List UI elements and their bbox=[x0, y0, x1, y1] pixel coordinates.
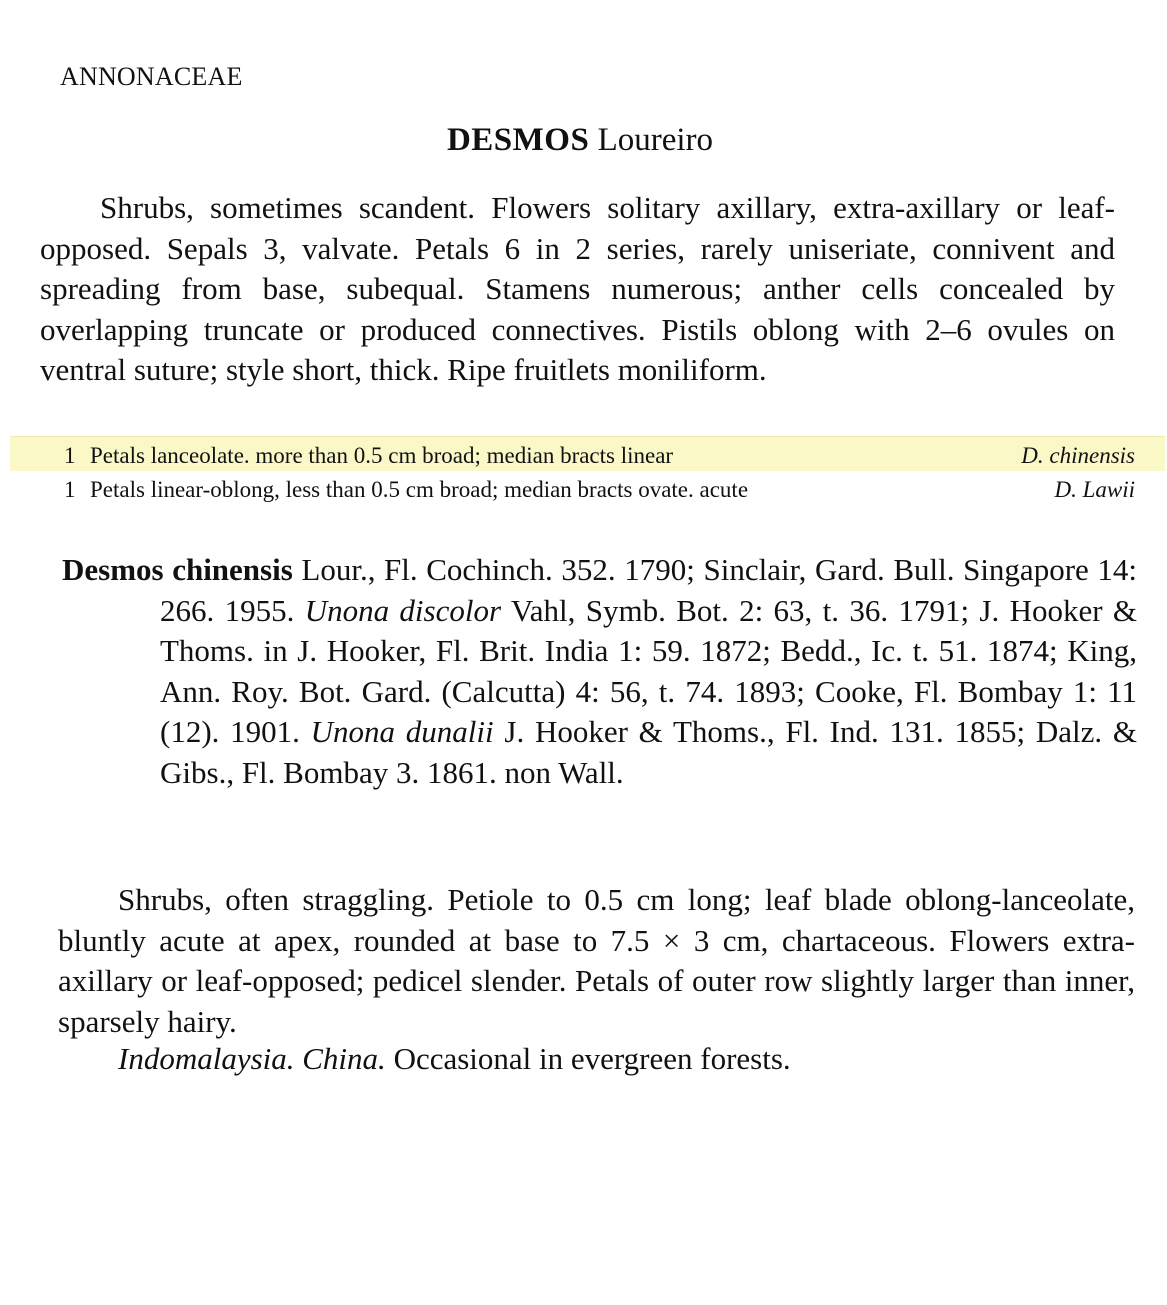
distribution bbox=[118, 1041, 791, 1077]
key-number: 1 bbox=[64, 477, 76, 502]
genus-description: Shrubs, sometimes scandent. Flowers solitary axillary, extra-axillary or leaf-opposed. Sepals 3, valvate. Petals 6 in 2 series, rarely uniseriate, connivent and spreading from base, subequal. Stamens numerous; anther cells concealed by overlapping truncate or produced connectives. Pistils oblong with 2–6 ovules on ventral suture; style short, thick. Ripe fruitlets moniliform. bbox=[40, 190, 1115, 387]
genus-author: Loureiro bbox=[597, 122, 714, 158]
species-description: Shrubs, often straggling. Petiole to 0.5 cm long; leaf blade oblong-lanceolate, bluntly acute at apex, rounded at base to 7.5 × 3 cm, chartaceous. Flowers extra-axillary or leaf-opposed; pedicel slender. Petals of outer row slightly larger than inner, sparsely hairy. bbox=[58, 882, 1135, 1039]
genus-title bbox=[0, 122, 1160, 159]
key-text: Petals lanceolate. more than 0.5 cm broad; median bracts linear bbox=[90, 443, 674, 468]
family-heading: ANNONACEAE bbox=[60, 62, 243, 91]
key-couplet bbox=[10, 471, 1165, 505]
distribution-note: Occasional in evergreen forests. bbox=[385, 1041, 791, 1076]
genus-name: DESMOS bbox=[446, 122, 590, 158]
citation-text: Vahl, Symb. Bot. 2: 63, t. 36. 1791; J. Hooker & Thoms. in J. Hooker, Fl. Brit. India 1: 59. 1872; Bedd., Ic. t. 51. 1874; King, Ann. Roy. Bot. Gard. (Calcutta) 4: 56, t. 74. 1893; Cooke, Fl. Bombay 1: 11 (12). 1901. bbox=[160, 592, 1138, 749]
synonym: Unona discolor bbox=[304, 592, 502, 628]
key-text: Petals linear-oblong, less than 0.5 cm broad; median bracts ovate. acute bbox=[90, 477, 749, 502]
citation-text: J. Hooker & Thoms., Fl. Ind. 131. 1855; Dalz. & Gibs., Fl. Bombay 3. 1861. non Wall. bbox=[160, 714, 1137, 790]
key-taxon: D. chinensis bbox=[1021, 443, 1135, 468]
distribution-region: Indomalaysia. China. bbox=[118, 1041, 386, 1076]
key-taxon: D. Lawii bbox=[1054, 477, 1135, 502]
key-couplet bbox=[10, 436, 1165, 471]
citation-text: Lour., Fl. Cochinch. 352. 1790; Sinclair, Gard. Bull. Singapore 14: 266. 1955. bbox=[160, 552, 1137, 628]
species-citation bbox=[62, 550, 1137, 793]
identification-key bbox=[10, 436, 1165, 505]
key-number: 1 bbox=[64, 443, 76, 468]
synonym: Unona dunalii bbox=[310, 714, 494, 749]
species-name: Desmos chinensis bbox=[62, 552, 293, 587]
